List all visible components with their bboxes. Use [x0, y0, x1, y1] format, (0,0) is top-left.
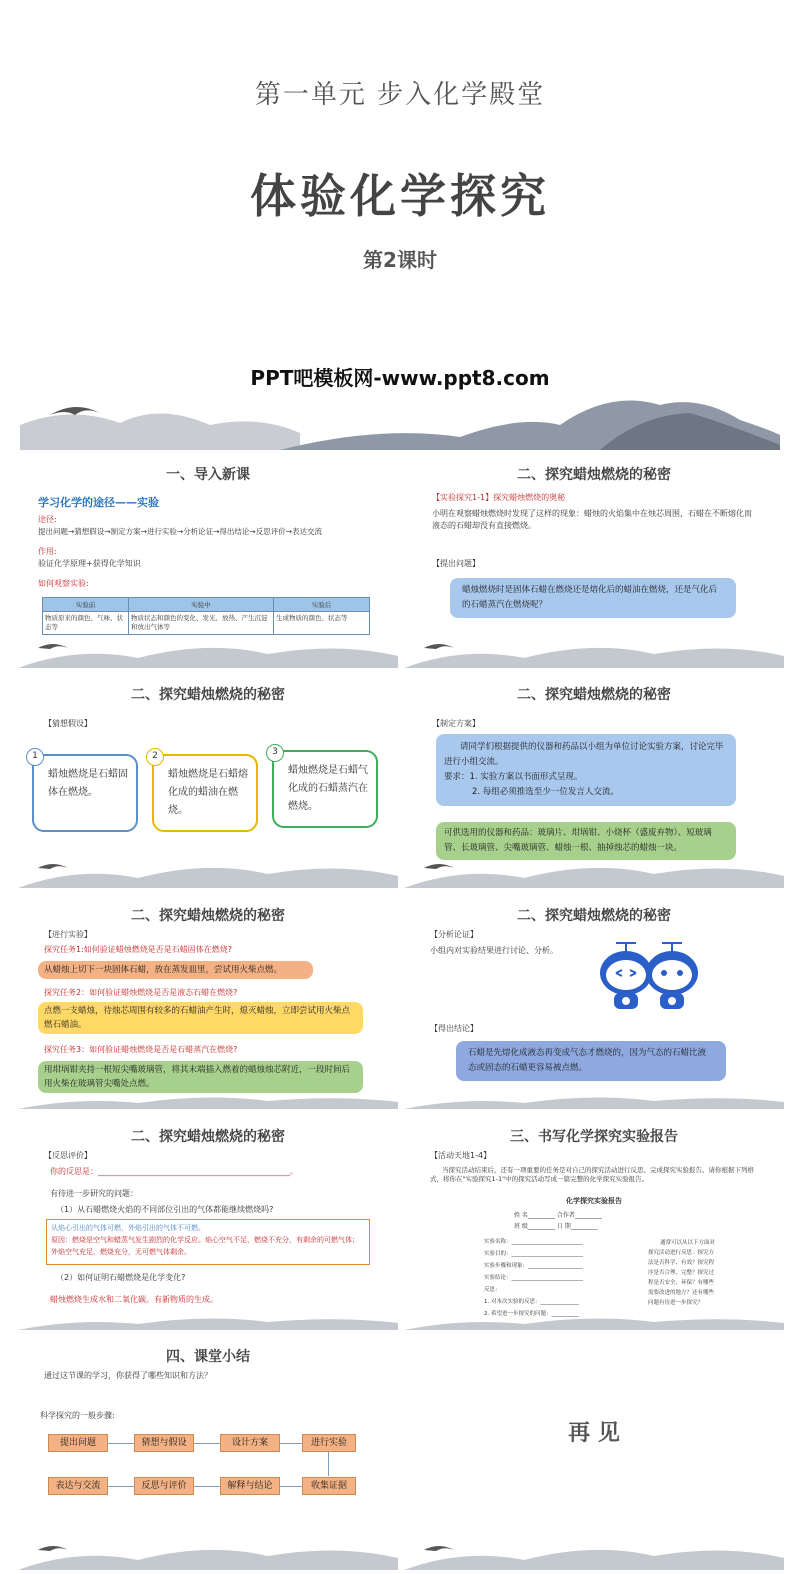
- slide-heading: 二、探究蜡烛燃烧的秘密: [517, 908, 671, 924]
- report-lines: [484, 1236, 634, 1320]
- conclusion-tag: 【得出结论】: [430, 1024, 478, 1033]
- slide-heading: 四、课堂小结: [166, 1349, 250, 1365]
- page-title: 体验化学探究: [250, 169, 550, 223]
- table-cell: 物质状态和颜色的变化、发光、放热、产生沉淀和放出气体等: [129, 612, 274, 635]
- answer-2: 蜡烛燃烧生成水和二氧化碳。有新物质的生成。: [50, 1295, 218, 1304]
- slide-heading: 二、探究蜡烛燃烧的秘密: [517, 687, 671, 703]
- plan-tag: 【制定方案】: [432, 719, 480, 728]
- report-line: 反思：: [484, 1287, 501, 1293]
- arrow-icon: [280, 1443, 302, 1444]
- hypothesis-number: 3: [266, 744, 284, 762]
- slide-goodbye: [404, 1334, 784, 1570]
- arrow-icon: [280, 1486, 302, 1487]
- report-line: 实验名称：__________________________: [484, 1239, 584, 1245]
- experiment-tag: 【进行实验】: [44, 930, 92, 939]
- answer-line-2: 原因：燃烧是空气和蜡蒸气发生剧烈的化学反应。焰心空气不足，燃烧不充分，有剩余的可燃气体；外焰空气充足，燃烧充分，无可燃气体剩余。: [51, 1236, 359, 1256]
- observation-text: 小明在观察蜡烛燃烧时发现了这样的现象：蜡烛的火焰集中在烛芯周围，石蜡在不断熔化而液态的石蜡却没有直接燃烧。: [432, 509, 752, 530]
- table-cell: 物质原来的颜色、气味、状态等: [43, 612, 129, 635]
- blue-title: 学习化学的途径——实验: [38, 496, 159, 509]
- slide-heading: 三、书写化学探究实验报告: [510, 1129, 678, 1145]
- mountain-landscape-icon: [0, 385, 800, 450]
- hypothesis-text: 蜡烛燃烧是石蜡气化成的石蜡蒸汽在燃烧。: [288, 765, 368, 812]
- steps-label: 科学探究的一般步骤:: [40, 1411, 115, 1420]
- report-line: 2. 希望进一步探究的问题：__________: [484, 1311, 579, 1317]
- table-header: 实验中: [129, 598, 274, 612]
- path-label: 途径:: [38, 515, 57, 524]
- cover-slide: [0, 0, 800, 450]
- mountain-footer-icon: [404, 634, 784, 668]
- mountain-footer-icon: [404, 1536, 784, 1570]
- summary-question: 通过这节课的学习，你获得了哪些知识和方法？: [44, 1371, 212, 1380]
- report-title: 化学探究实验报告: [566, 1197, 622, 1205]
- task-2-bubble: 点燃一支蜡烛，待烛芯周围有较多的石蜡油产生时，熄灭蜡烛，立即尝试用火柴点燃石蜡油。: [38, 1002, 363, 1034]
- arrow-icon: [194, 1486, 220, 1487]
- mountain-footer-icon: [404, 1314, 784, 1330]
- plan-text: 请同学们根据提供的仪器和药品以小组为单位讨论实验方案，讨论完毕进行小组交流。: [444, 742, 724, 767]
- slide-reflection: [18, 1114, 398, 1330]
- slide-hypothesis: [18, 672, 398, 888]
- table-header: 实验前: [43, 598, 129, 612]
- step-box: 设计方案: [220, 1434, 280, 1452]
- hypothesis-number: 1: [26, 748, 44, 766]
- mountain-footer-icon: [18, 634, 398, 668]
- answer-box: [46, 1219, 370, 1265]
- goodbye-text: 再 见: [568, 1421, 620, 1446]
- slide-intro: [18, 452, 398, 668]
- site-watermark: PPT吧模板网-www.ppt8.com: [250, 366, 550, 390]
- slide-heading: 二、探究蜡烛燃烧的秘密: [131, 908, 285, 924]
- arrow-icon: [194, 1443, 220, 1444]
- task-1-bubble: 从蜡烛上切下一块固体石蜡，放在蒸发皿里，尝试用火柴点燃。: [38, 961, 313, 979]
- hypothesis-number: 2: [146, 748, 164, 766]
- task-3-bubble: 用坩埚钳夹持一根短尖嘴玻璃管，将其末端插入燃着的蜡烛烛芯附近，一段时间后用火柴在玻璃管尖嘴处点燃。: [38, 1061, 363, 1093]
- answer-line-1: 从焰心引出的气体可燃，外焰引出的气体不可燃。: [51, 1224, 205, 1232]
- experiment-tag: 【实验探究1-1】探究蜡烛燃烧的奥秘: [432, 493, 566, 502]
- arrow-icon: [108, 1486, 134, 1487]
- reflection-tag: 【反思评价】: [44, 1151, 92, 1160]
- mountain-footer-icon: [404, 1093, 784, 1109]
- unit-title: 第一单元 步入化学殿堂: [254, 80, 546, 110]
- hypothesis-card-2: [152, 751, 258, 832]
- analysis-text: 小组内对实验结果进行讨论、分析。: [430, 946, 558, 955]
- mountain-footer-icon: [18, 1314, 398, 1330]
- table-header: 实验后: [274, 598, 370, 612]
- slide-heading: 二、探究蜡烛燃烧的秘密: [517, 467, 671, 483]
- hypothesis-text: 蜡烛燃烧是石蜡固体在燃烧。: [48, 769, 128, 798]
- hypothesis-tag: 【猜想假设】: [44, 719, 92, 728]
- reflection-line: 你的反思是：________________________________________________。: [50, 1167, 298, 1176]
- slide-experiment: [18, 893, 398, 1109]
- step-box: 提出问题: [48, 1434, 108, 1452]
- plan-bubble: [436, 734, 736, 806]
- use-label: 作用:: [38, 547, 57, 556]
- plan-requirement-1: 要求：1. 实验方案以书面形式呈现。: [444, 772, 583, 782]
- slide-summary: [18, 1334, 398, 1570]
- report-line: 1. 对本次实验的反思：______________: [484, 1299, 579, 1305]
- hypothesis-card-3: [272, 747, 378, 828]
- conclusion-bubble: 石蜡是先熔化成液态再变成气态才燃烧的，因为气态的石蜡比液态或固态的石蜡更容易被点燃。: [456, 1041, 726, 1081]
- lesson-subtitle: 第2课时: [363, 248, 437, 272]
- slide-heading: 二、探究蜡烛燃烧的秘密: [131, 1129, 285, 1145]
- report-line: 实验步骤和现象：____________________: [484, 1263, 584, 1269]
- activity-tag: 【活动天地1-4】: [430, 1151, 492, 1160]
- materials-bubble: 可供选用的仪器和药品：玻璃片、坩埚钳、小烧杯（盛废弃物）、短玻璃管、长玻璃管、尖嘴玻璃管、蜡烛一根、抽掉烛芯的蜡烛一块。: [436, 822, 736, 860]
- arrow-icon: [328, 1452, 329, 1476]
- question-2: （2）如何证明石蜡燃烧是化学变化?: [56, 1273, 186, 1282]
- observe-label: 如何观察实验:: [38, 579, 89, 588]
- report-name-field: 姓 名_________ 合作者_________: [514, 1212, 602, 1219]
- slide-heading: 一、导入新课: [166, 467, 250, 483]
- question-bubble: 蜡烛燃烧时是固体石蜡在燃烧还是熔化后的蜡油在燃烧，还是气化后的石蜡蒸汽在燃烧呢？: [450, 578, 736, 618]
- hypothesis-card-1: [32, 751, 138, 832]
- further-label: 有待进一步研究的问题：: [50, 1189, 138, 1198]
- step-box: 表达与交流: [48, 1477, 108, 1495]
- task-2: 探究任务2：如何验证蜡烛燃烧是否是液态石蜡在燃烧?: [44, 988, 238, 997]
- report-line: 实验结论：__________________________: [484, 1275, 584, 1281]
- slide-heading: 二、探究蜡烛燃烧的秘密: [131, 687, 285, 703]
- path-text: 提出问题→猜想假设→制定方案→进行实验→分析论证→得出结论→反思评价→表达交流: [38, 527, 322, 536]
- slide-report: [404, 1114, 784, 1330]
- plan-requirement-2: 2. 每组必须推选至少一位发言人交流。: [472, 787, 619, 797]
- mountain-footer-icon: [404, 854, 784, 888]
- slide-plan: [404, 672, 784, 888]
- observation-table: [42, 597, 370, 635]
- analysis-tag: 【分析论证】: [430, 930, 478, 939]
- task-1: 探究任务1:如何验证蜡烛燃烧是否是石蜡固体在燃烧?: [44, 945, 233, 954]
- report-intro: 当探究活动结束后，还有一项重要的任务是对自己的探究活动进行反思、完成探究实验报告。请你根据下列格式，将你在"实验探究1-1"中的探究活动写成一篇完整的化学探究实验报告。: [430, 1166, 754, 1183]
- arrow-icon: [108, 1443, 134, 1444]
- hypothesis-text: 蜡烛燃烧是石蜡熔化成的蜡油在燃烧。: [168, 769, 248, 816]
- table-cell: 生成物质的颜色、状态等: [274, 612, 370, 635]
- use-text: 验证化学原理+获得化学知识: [38, 559, 141, 568]
- report-line: 实验目的：__________________________: [484, 1251, 584, 1257]
- step-box: 收集证据: [302, 1477, 356, 1495]
- robot-mascots-icon: [594, 937, 704, 1015]
- step-box: 猜想与假设: [134, 1434, 194, 1452]
- question-tag: 【提出问题】: [432, 559, 480, 568]
- report-class-field: 班 级_________ 日 期_________: [514, 1223, 598, 1230]
- mountain-footer-icon: [18, 1093, 398, 1109]
- step-box: 解释与结论: [220, 1477, 280, 1495]
- slide-analysis: [404, 893, 784, 1109]
- slide-candle-question: [404, 452, 784, 668]
- mountain-footer-icon: [18, 1536, 398, 1570]
- step-box: 反思与评价: [134, 1477, 194, 1495]
- question-1: （1）从石蜡燃烧火焰的不同部位引出的气体都能继续燃烧吗?: [56, 1205, 274, 1214]
- step-box: 进行实验: [302, 1434, 356, 1452]
- task-3: 探究任务3：如何验证蜡烛燃烧是否是石蜡蒸汽在燃烧?: [44, 1045, 238, 1054]
- mountain-footer-icon: [18, 854, 398, 888]
- report-side-note: 通常可以从以下方面对探究活动进行反思：探究方法是否科学、有效？探究程序是否合理、完整？探究过程是否安全、环保？有哪些需要改进的地方？还有哪些问题有待进一步探究？: [648, 1240, 716, 1306]
